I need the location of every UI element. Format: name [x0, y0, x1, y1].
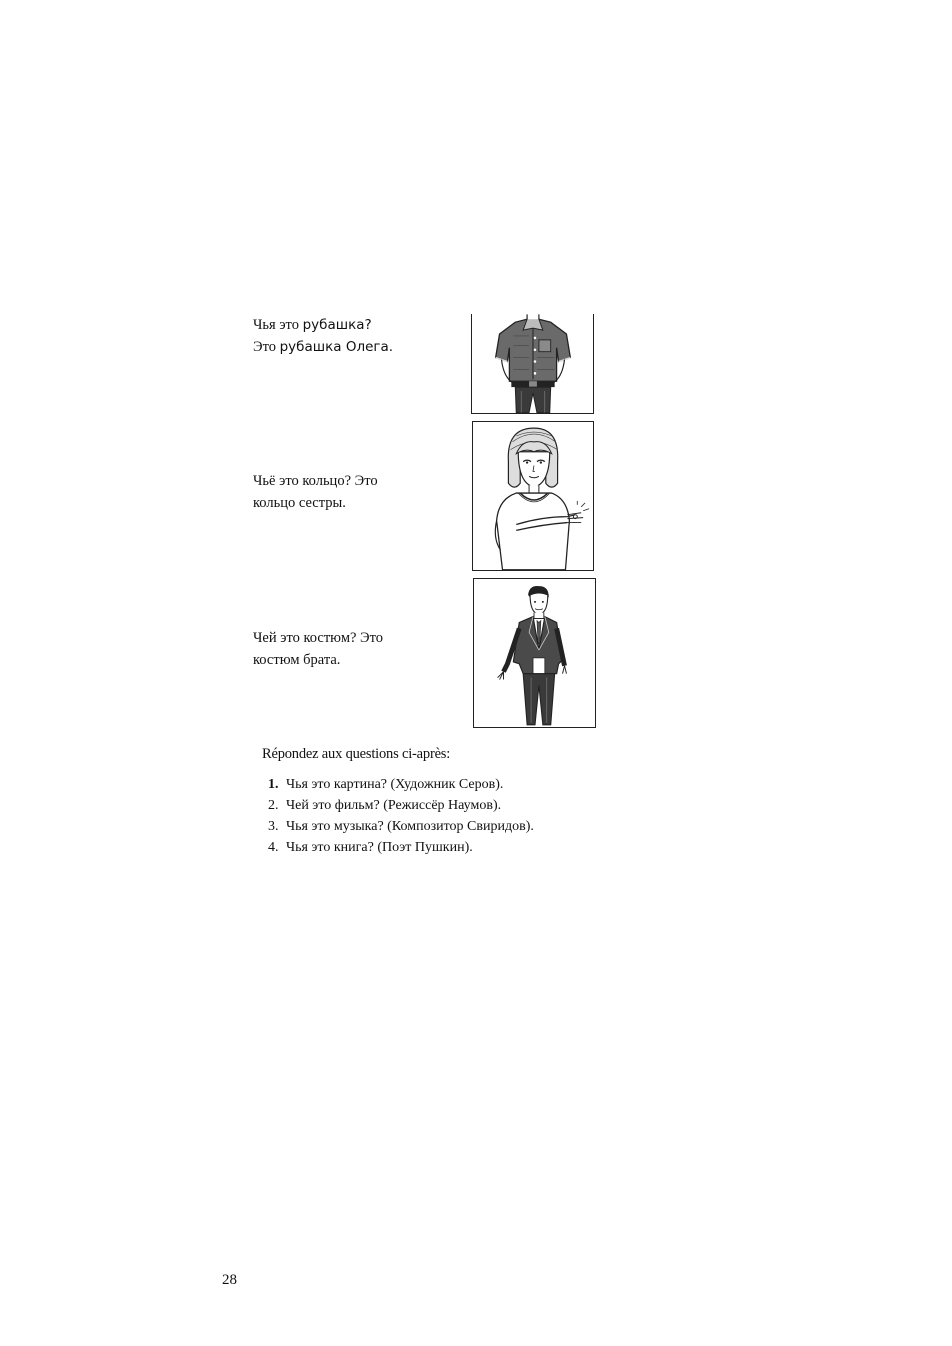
example-1-caption — [253, 314, 393, 358]
girl-drawing — [473, 422, 593, 570]
example-2-line-2: кольцо сестры. — [253, 495, 346, 511]
list-item: 4. Чья это книга? (Поэт Пушкин). — [268, 840, 473, 855]
shirt-illustration — [471, 314, 594, 414]
example-2-line-1: Чьё это кольцо? Это — [253, 473, 378, 489]
example-1-answer: Это рубашка Олега. — [253, 339, 394, 355]
example-2-caption — [253, 470, 378, 514]
list-item: 2. Чей это фильм? (Режиссёр Наумов). — [268, 798, 502, 813]
page-number: 28 — [222, 1272, 237, 1288]
example-3-line-1: Чей это костюм? Это — [253, 630, 384, 646]
man-in-suit-illustration — [473, 578, 596, 728]
example-1-question: Чья это рубашка? — [253, 317, 372, 333]
shirt-drawing — [472, 314, 593, 413]
question-list — [268, 774, 534, 858]
example-3-line-2: костюм брата. — [253, 652, 341, 668]
girl-with-ring-illustration — [472, 421, 594, 571]
exercise-instruction: Répondez aux questions ci-après: — [262, 746, 451, 762]
man-drawing — [474, 579, 595, 727]
list-item: 3. Чья это музыка? (Композитор Свиридов). — [268, 819, 534, 834]
list-item: 1. Чья это картина? (Художник Серов). — [268, 777, 504, 792]
example-3-caption — [253, 627, 383, 671]
